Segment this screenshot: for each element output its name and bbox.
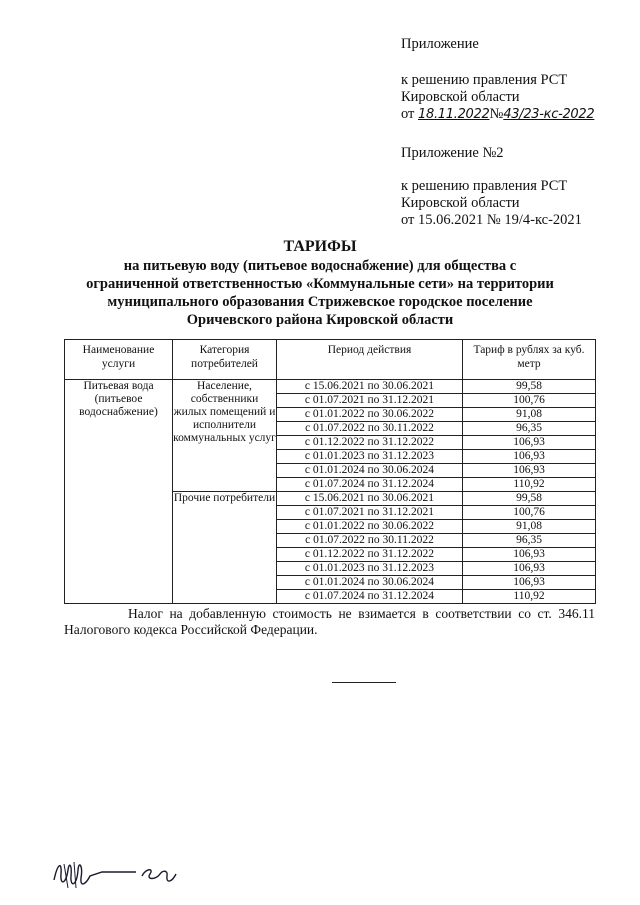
category-other-cell: Прочие потребители xyxy=(173,492,277,604)
decision-line2: Кировской области xyxy=(401,89,520,105)
appendix2-label: Приложение №2 xyxy=(401,145,504,161)
header-period: Период действия xyxy=(277,340,463,380)
handwritten-number: 43/23-кс-2022 xyxy=(503,107,595,122)
tariff-cell: 91,08 xyxy=(463,520,596,534)
tariff-cell: 106,93 xyxy=(463,450,596,464)
period-cell: с 01.01.2024 по 30.06.2024 xyxy=(277,576,463,590)
period-cell: с 01.01.2024 по 30.06.2024 xyxy=(277,464,463,478)
period-cell: с 01.07.2024 по 31.12.2024 xyxy=(277,478,463,492)
title-line3: муниципального образования Стрижевское городское поселение xyxy=(107,294,533,310)
title-line1: на питьевую воду (питьевое водоснабжение) для общества с xyxy=(123,258,517,274)
period-cell: с 01.07.2021 по 31.12.2021 xyxy=(277,506,463,520)
title-line2: ограниченной ответственностью «Коммунальные сети» на территории xyxy=(86,276,554,292)
period-cell: с 15.06.2021 по 30.06.2021 xyxy=(277,380,463,394)
period-cell: с 01.01.2023 по 31.12.2023 xyxy=(277,450,463,464)
period-cell: с 01.01.2023 по 31.12.2023 xyxy=(277,562,463,576)
table-row xyxy=(65,380,596,394)
tariff-cell: 110,92 xyxy=(463,478,596,492)
tariff-cell: 99,58 xyxy=(463,380,596,394)
tariff-cell: 96,35 xyxy=(463,534,596,548)
period-cell: с 01.12.2022 по 31.12.2022 xyxy=(277,548,463,562)
tariff-cell: 106,93 xyxy=(463,576,596,590)
table-header-row xyxy=(65,340,596,380)
separator-line xyxy=(332,682,396,683)
tariff-cell: 106,93 xyxy=(463,562,596,576)
orig-line1: к решению правления РСТ xyxy=(401,178,568,194)
period-cell: с 01.01.2022 по 30.06.2022 xyxy=(277,520,463,534)
service-name-cell: Питьевая вода (питьевое водоснабжение) xyxy=(65,380,173,604)
tariff-cell: 100,76 xyxy=(463,394,596,408)
tariff-table xyxy=(64,339,596,604)
orig-line2: Кировской области xyxy=(401,195,520,211)
period-cell: с 01.01.2022 по 30.06.2022 xyxy=(277,408,463,422)
tariff-cell: 91,08 xyxy=(463,408,596,422)
period-cell: с 01.07.2022 по 30.11.2022 xyxy=(277,422,463,436)
period-cell: с 15.06.2021 по 30.06.2021 xyxy=(277,492,463,506)
period-cell: с 01.07.2024 по 31.12.2024 xyxy=(277,590,463,604)
appendix-label: Приложение xyxy=(401,36,479,52)
period-cell: с 01.12.2022 по 31.12.2022 xyxy=(277,436,463,450)
vat-note xyxy=(64,606,595,638)
tariff-cell: 110,92 xyxy=(463,590,596,604)
tariff-cell: 99,58 xyxy=(463,492,596,506)
period-cell: с 01.07.2021 по 31.12.2021 xyxy=(277,394,463,408)
decision-line1: к решению правления РСТ xyxy=(401,72,568,88)
decision-reference xyxy=(401,72,601,123)
tariff-cell: 106,93 xyxy=(463,436,596,450)
tariff-cell: 100,76 xyxy=(463,506,596,520)
header-category: Категория потребителей xyxy=(173,340,277,380)
document-title: ТАРИФЫ xyxy=(283,238,357,255)
header-service: Наименование услуги xyxy=(65,340,173,380)
handwritten-date: 18.11.2022 xyxy=(418,107,490,122)
orig-line3: от 15.06.2021 № 19/4-кс-2021 xyxy=(401,212,582,228)
period-cell: с 01.07.2022 по 30.11.2022 xyxy=(277,534,463,548)
vat-note-text: Налог на добавленную стоимость не взимается в соответствии со ст. 346.11 Налогового кодекса Российской Федерации. xyxy=(64,606,595,637)
title-line4: Оричевского района Кировской области xyxy=(186,312,454,328)
tariff-cell: 96,35 xyxy=(463,422,596,436)
tariff-cell: 106,93 xyxy=(463,464,596,478)
original-decision-reference xyxy=(401,178,601,229)
tariff-cell: 106,93 xyxy=(463,548,596,562)
decision-line3: от 18.11.2022№43/23-кс-2022 xyxy=(401,106,595,122)
header-tariff: Тариф в рублях за куб. метр xyxy=(463,340,596,380)
signature-icon xyxy=(50,858,200,892)
category-population-cell: Население, собственники жилых помещений и исполнители коммунальных услуг xyxy=(173,380,277,492)
